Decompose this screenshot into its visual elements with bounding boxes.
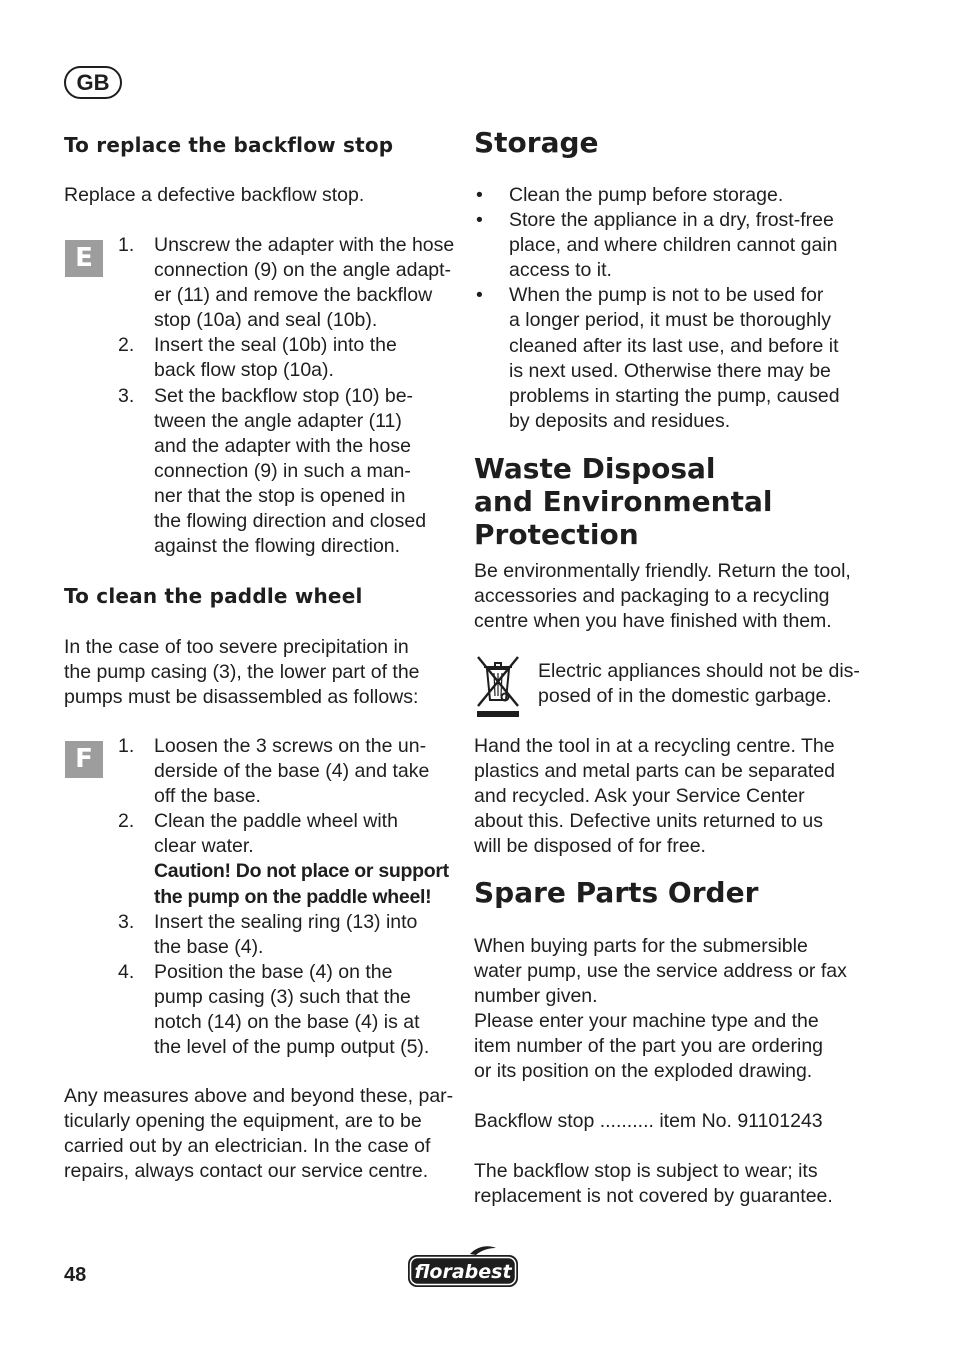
waste-intro: Be environmentally friendly. Return the tool, accessories and packaging to a recycling centre when you have finished with them. xyxy=(474,560,851,633)
list-item: 3. Insert the sealing ring (13) into the base (4). xyxy=(118,910,418,958)
language-badge: GB xyxy=(64,66,122,99)
caution-text: the pump on the paddle wheel! xyxy=(154,885,432,908)
list-item: • Store the appliance in a dry, frost-free place, and where children cannot gain access to it. xyxy=(476,209,838,282)
waste-heading: Waste Disposal and Environmental Protection xyxy=(474,452,773,551)
caution-text: Caution! Do not place or support xyxy=(154,860,449,883)
list-item: 1. Unscrew the adapter with the hose connection (9) on the angle adapt- er (11) and remove the backflow stop (10a) and seal (10b). xyxy=(118,234,455,332)
list-item: 2. Insert the seal (10b) into the back flow stop (10a). xyxy=(118,334,397,382)
wear-note: The backflow stop is subject to wear; its replacement is not covered by guarantee. xyxy=(474,1160,833,1208)
paddle-closing: Any measures above and beyond these, par- ticularly opening the equipment, are to be carried out by an electrician. In the case of repairs, always contact our service centre. xyxy=(64,1085,454,1183)
florabest-logo xyxy=(406,1245,520,1294)
spare-parts-body: When buying parts for the submersible water pump, use the service address or fax number given. Please enter your machine type and the item number of the part you are ordering or its position on the exploded drawing. xyxy=(474,935,847,1083)
list-item: • When the pump is not to be used for a longer period, it must be thoroughly cleaned after its last use, and before it is next used. Otherwise there may be problems in starting the pump, caused by deposits and residues. xyxy=(476,284,840,432)
spare-parts-heading: Spare Parts Order xyxy=(474,876,759,909)
page-number: 48 xyxy=(64,1264,87,1286)
backflow-intro: Replace a defective backflow stop. xyxy=(64,184,365,206)
step-label-f: F xyxy=(65,741,103,778)
paddle-heading: To clean the paddle wheel xyxy=(64,584,363,608)
backflow-steps xyxy=(118,233,454,559)
logo-wordmark: florabest xyxy=(414,1261,512,1283)
list-item: 2. Clean the paddle wheel with clear water. Caution! Do not place or support the pump on the paddle wheel! xyxy=(118,809,449,909)
crossed-out-wheelie-bin-icon xyxy=(474,654,522,723)
waste-icon-note: Electric appliances should not be dis- posed of in the domestic garbage. xyxy=(538,660,860,708)
storage-list xyxy=(474,183,840,434)
backflow-heading: To replace the backflow stop xyxy=(64,133,394,157)
list-item: • Clean the pump before storage. xyxy=(476,184,784,206)
part-number-line: Backflow stop .......... item No. 91101243 xyxy=(474,1110,823,1132)
waste-body: Hand the tool in at a recycling centre. The plastics and metal parts can be separated and recycled. Ask your Service Center about this. Defective units returned to us will be disposed of for free. xyxy=(474,735,835,858)
paddle-intro: In the case of too severe precipitation in the pump casing (3), the lower part of the pumps must be disassembled as follows: xyxy=(64,636,420,709)
list-item: 3. Set the backflow stop (10) be- tween the angle adapter (11) and the adapter with the hose connection (9) in such a man- ner that the stop is opened in the flowing direction and closed against the flowing direction. xyxy=(118,384,427,558)
storage-heading: Storage xyxy=(474,126,599,159)
list-item: 1. Loosen the 3 screws on the un- derside of the base (4) and take off the base. xyxy=(118,735,430,808)
paddle-steps xyxy=(118,734,449,1060)
step-label-e: E xyxy=(65,240,103,277)
list-item: 4. Position the base (4) on the pump casing (3) such that the notch (14) on the base (4) is at the level of the pump output (5). xyxy=(118,960,430,1059)
